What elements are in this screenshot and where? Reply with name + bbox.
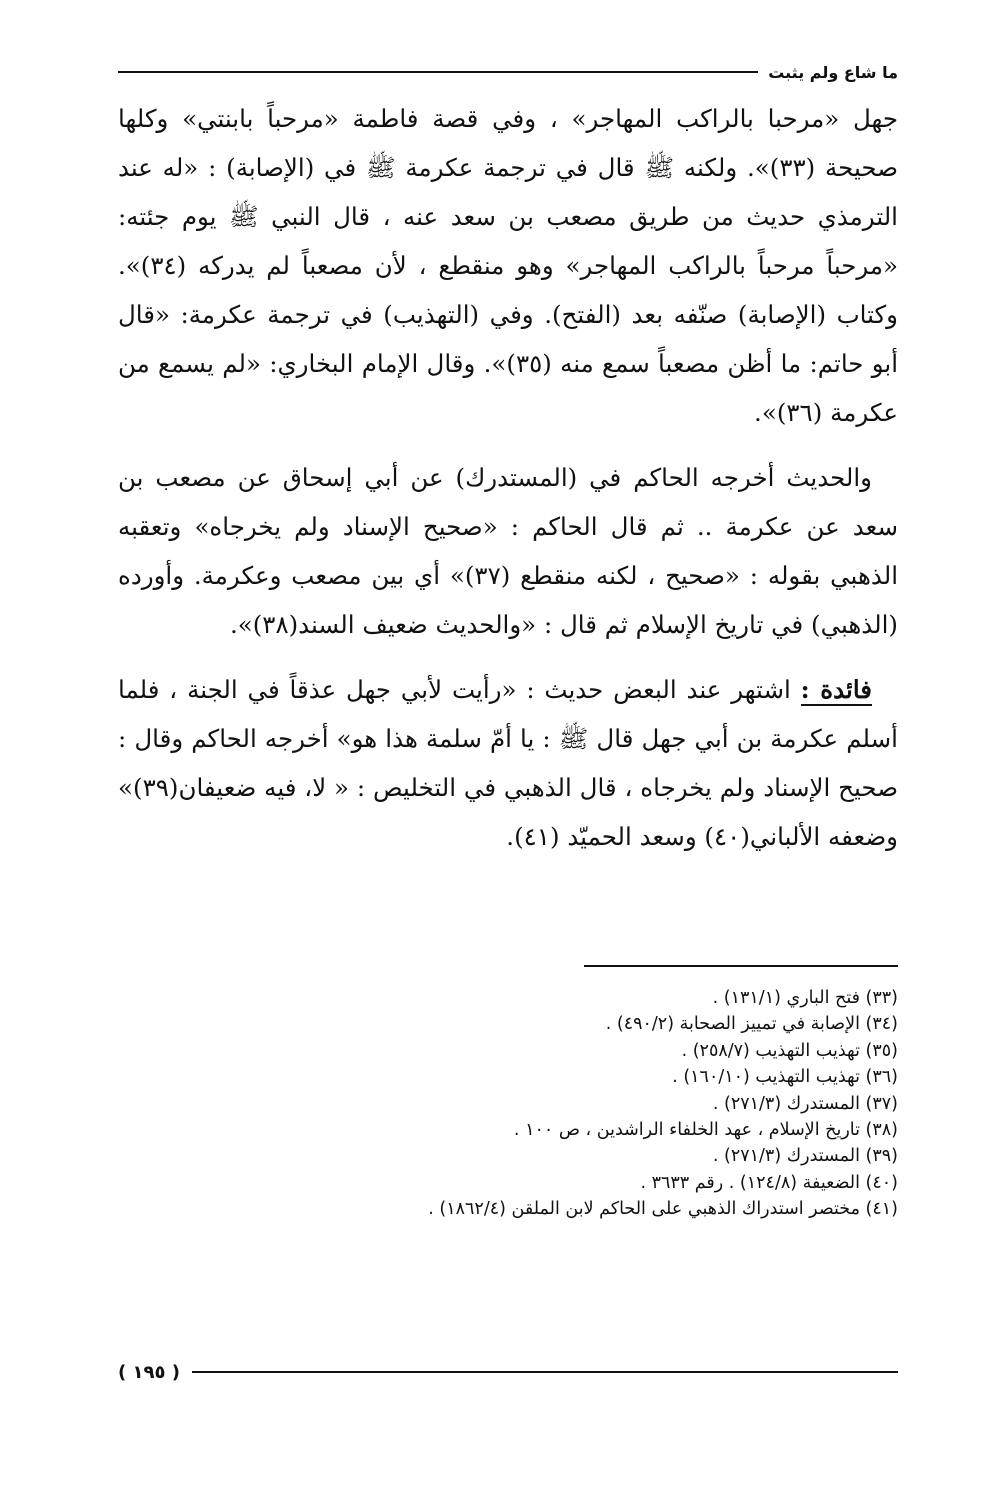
page-footer xyxy=(118,1360,898,1384)
fawaid-text: اشتهر عند البعض حديث : «رأيت لأبي جهل عذقاً في الجنة ، فلما أسلم عكرمة بن أبي جهل قال ﷺ : يا أمّ سلمة هذا هو» أخرجه الحاكم وقال : صحيح الإسناد ولم يخرجاه ، قال الذهبي في التخليص : « لا، فيه ضعيفان(٣٩)» وضعفه الألباني(٤٠) وسعد الحميّد (٤١). xyxy=(118,675,898,851)
header-rule xyxy=(118,71,758,73)
footnote-35: (٣٥) تهذيب التهذيب (٢٥٨/٧) . xyxy=(681,1040,898,1061)
page-number: ( ١٩٥ ) xyxy=(118,1361,180,1383)
footnote-37: (٣٧) المستدرك (٢٧١/٣) . xyxy=(712,1093,898,1114)
fawaid-label: فائدة : xyxy=(800,675,872,704)
paragraph-2: والحديث أخرجه الحاكم في (المستدرك) عن أبي إسحاق عن مصعب بن سعد عن عكرمة .. ثم قال الحاكم : «صحيح الإسناد ولم يخرجاه» وتعقبه الذهبي بقوله : «صحيح ، لكنه منقطع (٣٧)» أي بين مصعب وعكرمة. وأورده (الذهبي) في تاريخ الإسلام ثم قال : «والحديث ضعيف السند(٣٨)». xyxy=(118,463,899,639)
footnote-34: (٣٤) الإصابة في تمييز الصحابة (٤٩٠/٢) . xyxy=(605,1014,898,1035)
footer-rule xyxy=(192,1371,898,1373)
footnote-36: (٣٦) تهذيب التهذيب (١٦٠/١٠) . xyxy=(672,1067,898,1088)
running-header xyxy=(118,60,898,84)
footnote-40: (٤٠) الضعيفة (١٢٤/٨) . رقم ٣٦٣٣ . xyxy=(640,1172,898,1193)
footnote-41: (٤١) مختصر استدراك الذهبي على الحاكم لابن الملقن (١٨٦٢/٤) . xyxy=(428,1199,898,1220)
footnote-rule xyxy=(584,965,898,967)
paragraph-fawaid xyxy=(118,665,898,861)
paragraph-1: جهل «مرحبا بالراكب المهاجر» ، وفي قصة فاطمة «مرحباً بابنتي» وكلها صحيحة (٣٣)». ولكنه ﷺ قال في ترجمة عكرمة ﷺ في (الإصابة) : «له عند الترمذي حديث من طريق مصعب بن سعد عنه ، قال النبي ﷺ يوم جئته: «مرحباً مرحباً بالراكب المهاجر» وهو منقطع ، لأن مصعباً لم يدركه (٣٤)». وكتاب (الإصابة) صنّفه بعد (الفتح). وفي (التهذيب) في ترجمة عكرمة: «قال أبو حاتم: ما أظن مصعباً سمع منه (٣٥)». وقال الإمام البخاري: «لم يسمع من عكرمة (٣٦)». xyxy=(118,104,898,427)
footnote-39: (٣٩) المستدرك (٢٧١/٣) . xyxy=(712,1146,898,1167)
running-title: ما شاع ولم يثبت xyxy=(768,62,898,82)
footnote-38: (٣٨) تاريخ الإسلام ، عهد الخلفاء الراشدين ، ص ١٠٠ . xyxy=(513,1120,898,1141)
footnote-33: (٣٣) فتح الباري (١٣١/١) . xyxy=(712,988,898,1008)
footnotes xyxy=(118,985,898,1223)
main-text xyxy=(118,94,898,877)
